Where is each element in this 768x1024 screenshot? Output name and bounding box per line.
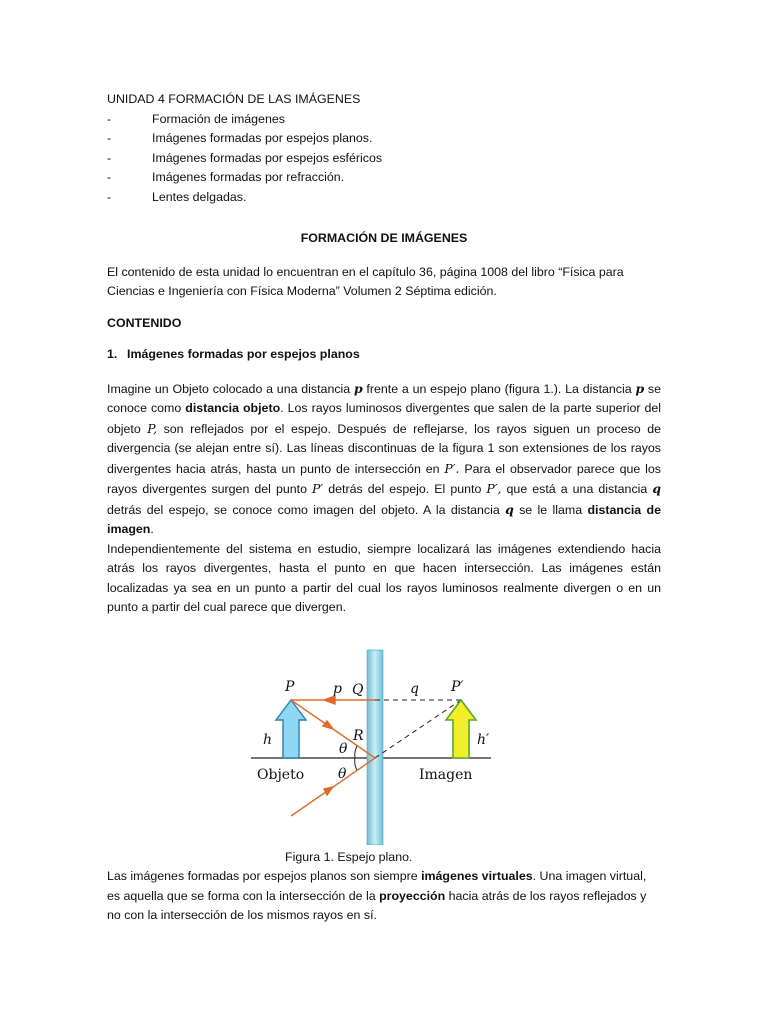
toc-item: - Imágenes formadas por espejos planos.: [107, 131, 373, 145]
label-P: P: [285, 678, 295, 695]
dashed-extension-diagonal: [375, 700, 461, 758]
label-objeto: Objeto: [257, 766, 305, 783]
toc-item: - Lentes delgadas.: [107, 189, 247, 204]
label-q: q: [410, 680, 419, 697]
label-h: h: [263, 731, 273, 748]
label-theta-2: θ: [338, 765, 347, 782]
subsection-heading: 1. Imágenes formadas por espejos planos: [107, 347, 360, 361]
section-title: FORMACIÓN DE IMÁGENES: [300, 231, 468, 245]
angle-arc-2: [355, 758, 357, 770]
angle-arc-1: [355, 746, 357, 758]
label-R: R: [353, 727, 364, 744]
label-p: p: [333, 680, 342, 697]
label-theta-1: θ: [339, 740, 348, 757]
toc-item: - Formación de imágenes: [107, 111, 285, 126]
figure-caption: Figura 1. Espejo plano.: [285, 849, 413, 864]
object-arrow: [276, 700, 306, 758]
ray-arrowhead-3: [324, 787, 333, 795]
plane-mirror: [367, 650, 383, 845]
contenido-label: CONTENIDO: [107, 315, 182, 330]
ray-arrowhead-2: [323, 721, 333, 729]
document-page: [107, 90, 661, 926]
figure-plane-mirror: [107, 640, 661, 845]
mirror-diagram: [251, 640, 491, 845]
label-P-prime: P′: [451, 678, 464, 695]
label-imagen: Imagen: [419, 766, 473, 783]
image-arrow: [446, 700, 476, 758]
paragraph-3: Las imágenes formadas por espejos planos son siempre imágenes virtuales. Una imagen virtual, es aquella que se forma con la intersección de la proyección hacia atrás de los rayos reflejados y no con la intersección de los mismos rayos en sí.: [107, 869, 647, 922]
intro-paragraph: El contenido de esta unidad lo encuentran en el capítulo 36, página 1008 del libro “Física para Ciencias e Ingeniería con Física Moderna” Volumen 2 Séptima edición.: [107, 264, 624, 298]
unit-title: UNIDAD 4 FORMACIÓN DE LAS IMÁGENES: [107, 92, 361, 106]
paragraph-1: Imagine un Objeto colocado a una distancia p frente a un espejo plano (figura 1.). La distancia p se conoce como distancia objeto. Los rayos luminosos divergentes que salen de la parte superior del objeto P, son reflejados por el espejo. Después de reflejarse, los rayos siguen un proceso de divergencia (se alejan entre sí). Las líneas discontinuas de la figura 1 son extensiones de los rayos divergentes hacia atrás, hasta un punto de intersección en P′. Para el observador parece que los rayos divergentes surgen del punto P′ detrás del espejo. El punto P′, que está a una distancia q detrás del espejo, se conoce como imagen del objeto. A la distancia q se le llama distancia de imagen.: [107, 380, 662, 536]
ray-arrowhead-1: [324, 696, 335, 704]
label-Q: Q: [352, 681, 364, 698]
toc-item: - Imágenes formadas por espejos esféricos: [107, 150, 383, 165]
toc-item: - Imágenes formadas por refracción.: [107, 170, 345, 184]
paragraph-2: Independientemente del sistema en estudio, siempre localizará las imágenes extendiendo hacia atrás los rayos divergentes, hasta el punto en que hacen intersección. Las imágenes están localizadas ya sea en un punto a partir del cual los rayos luminosos realmente divergen o en un punto a partir del cual parece que divergen.: [107, 541, 661, 614]
toc-list: [107, 110, 661, 208]
label-h-prime: h′: [477, 731, 490, 748]
